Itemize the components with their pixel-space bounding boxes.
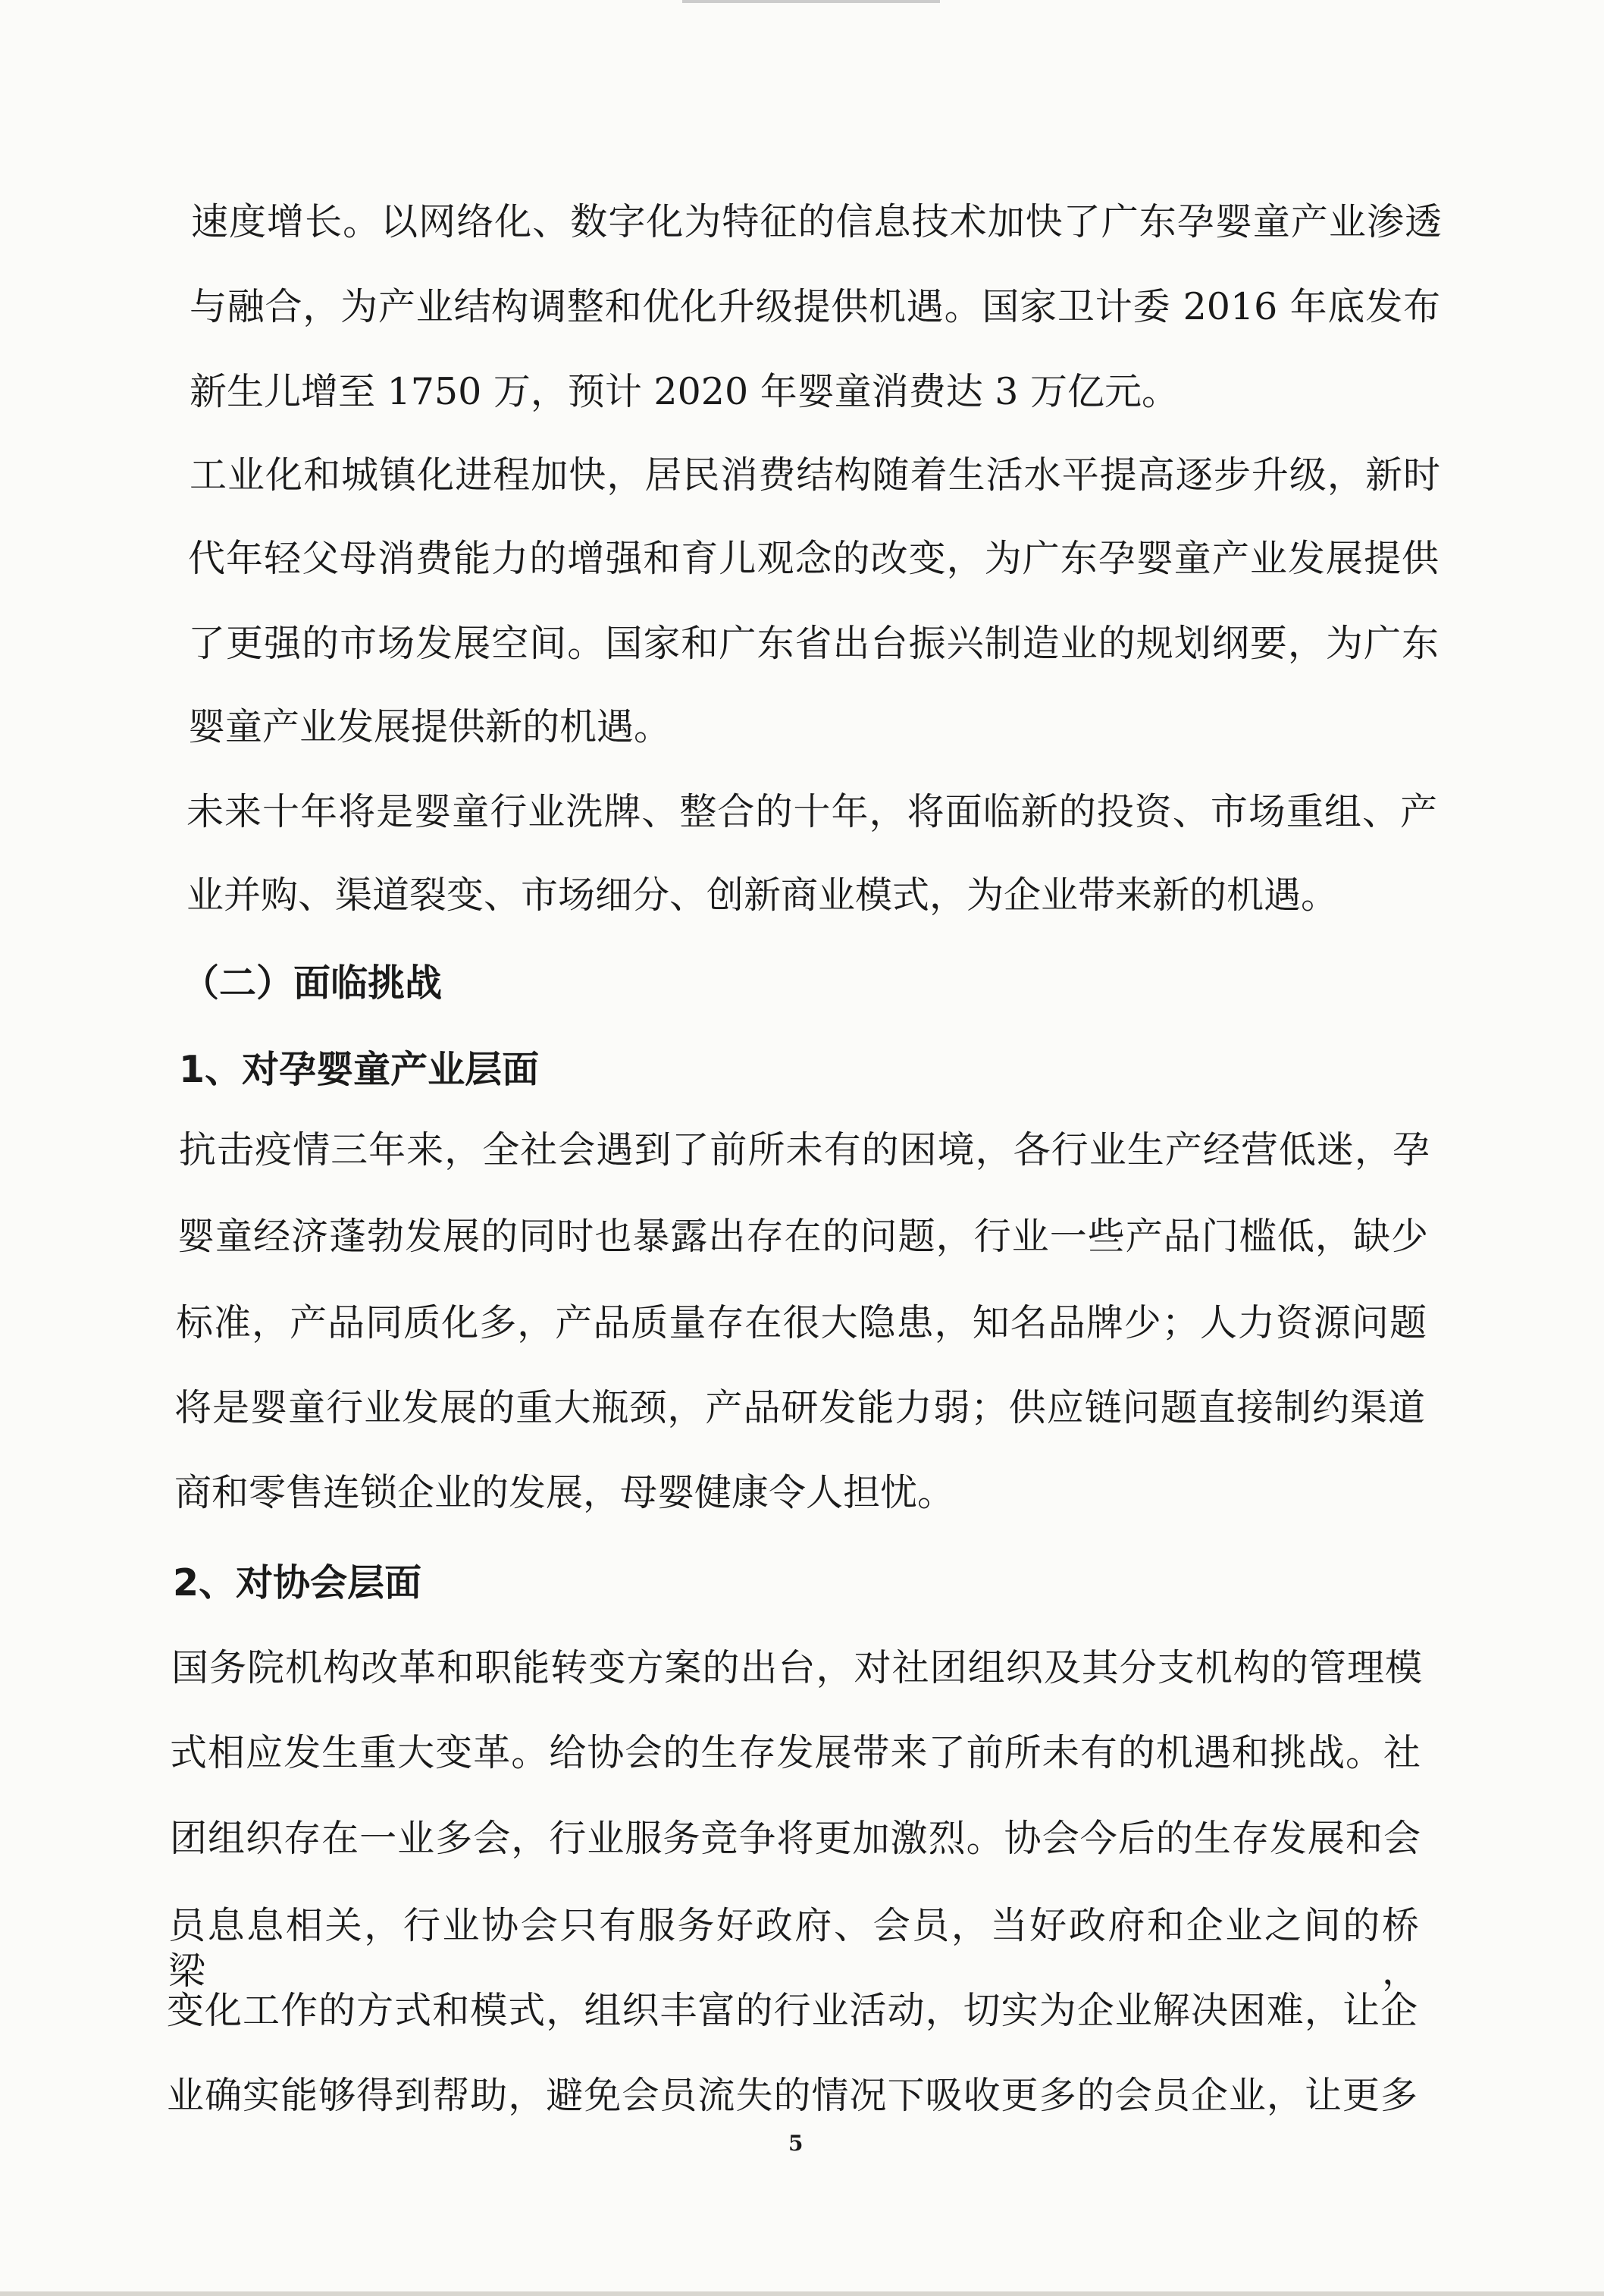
text-line: 抗击疫情三年来，全社会遇到了前所未有的困境，各行业生产经营低迷，孕 — [179, 1128, 1430, 1172]
text-line: 团组织存在一业多会，行业服务竞争将更加激烈。协会今后的生存发展和会 — [170, 1817, 1421, 1860]
text-line: 代年轻父母消费能力的增强和育儿观念的改变，为广东孕婴童产业发展提供 — [188, 537, 1439, 580]
scan-bottom-edge — [0, 2291, 1604, 2296]
text-line: 标准，产品同质化多，产品质量存在很大隐患，知名品牌少；人力资源问题 — [176, 1301, 1427, 1344]
text-line: 工业化和城镇化进程加快，居民消费结构随着生活水平提高逐步升级，新时 — [190, 453, 1440, 497]
subsection-heading: 1、对孕婴童产业层面 — [179, 1048, 540, 1091]
text-line: 未来十年将是婴童行业洗牌、整合的十年，将面临新的投资、市场重组、产 — [186, 790, 1437, 833]
text-line: 了更强的市场发展空间。国家和广东省出台振兴制造业的规划纲要，为广东 — [188, 622, 1439, 665]
text-line: 员息息相关，行业协会只有服务好政府、会员，当好政府和企业之间的桥梁， — [168, 1904, 1419, 1993]
text-line: 新生儿增至 1750 万，预计 2020 年婴童消费达 3 万亿元。 — [190, 370, 1180, 413]
scan-edge-mark — [682, 0, 940, 3]
text-line: 将是婴童行业发展的重大瓶颈，产品研发能力弱；供应链问题直接制约渠道 — [174, 1386, 1425, 1429]
text-line: 国务院机构改革和职能转变方案的出台，对社团组织及其分支机构的管理模 — [171, 1646, 1422, 1689]
text-line: 式相应发生重大变革。给协会的生存发展带来了前所未有的机遇和挑战。社 — [170, 1731, 1421, 1774]
text-line: 速度增长。以网络化、数字化为特征的信息技术加快了广东孕婴童产业渗透 — [191, 200, 1442, 243]
text-line: 婴童经济蓬勃发展的同时也暴露出存在的问题，行业一些产品门槛低，缺少 — [177, 1215, 1428, 1258]
subsection-heading: 2、对协会层面 — [173, 1561, 422, 1604]
text-line: 商和零售连锁企业的发展，母婴健康令人担忧。 — [174, 1471, 955, 1514]
text-line: 与融合，为产业结构调整和优化升级提供机遇。国家卫计委 2016 年底发布 — [190, 285, 1440, 328]
text-line: 变化工作的方式和模式，组织丰富的行业活动，切实为企业解决困难，让企 — [167, 1989, 1418, 2032]
section-heading: （二）面临挑战 — [182, 961, 443, 1005]
page-number: 5 — [788, 2131, 804, 2156]
text-line: 业确实能够得到帮助，避免会员流失的情况下吸收更多的会员企业，让更多 — [167, 2074, 1418, 2117]
text-line: 婴童产业发展提供新的机遇。 — [188, 705, 672, 748]
text-line: 业并购、渠道裂变、市场细分、创新商业模式，为企业带来新的机遇。 — [186, 874, 1339, 917]
